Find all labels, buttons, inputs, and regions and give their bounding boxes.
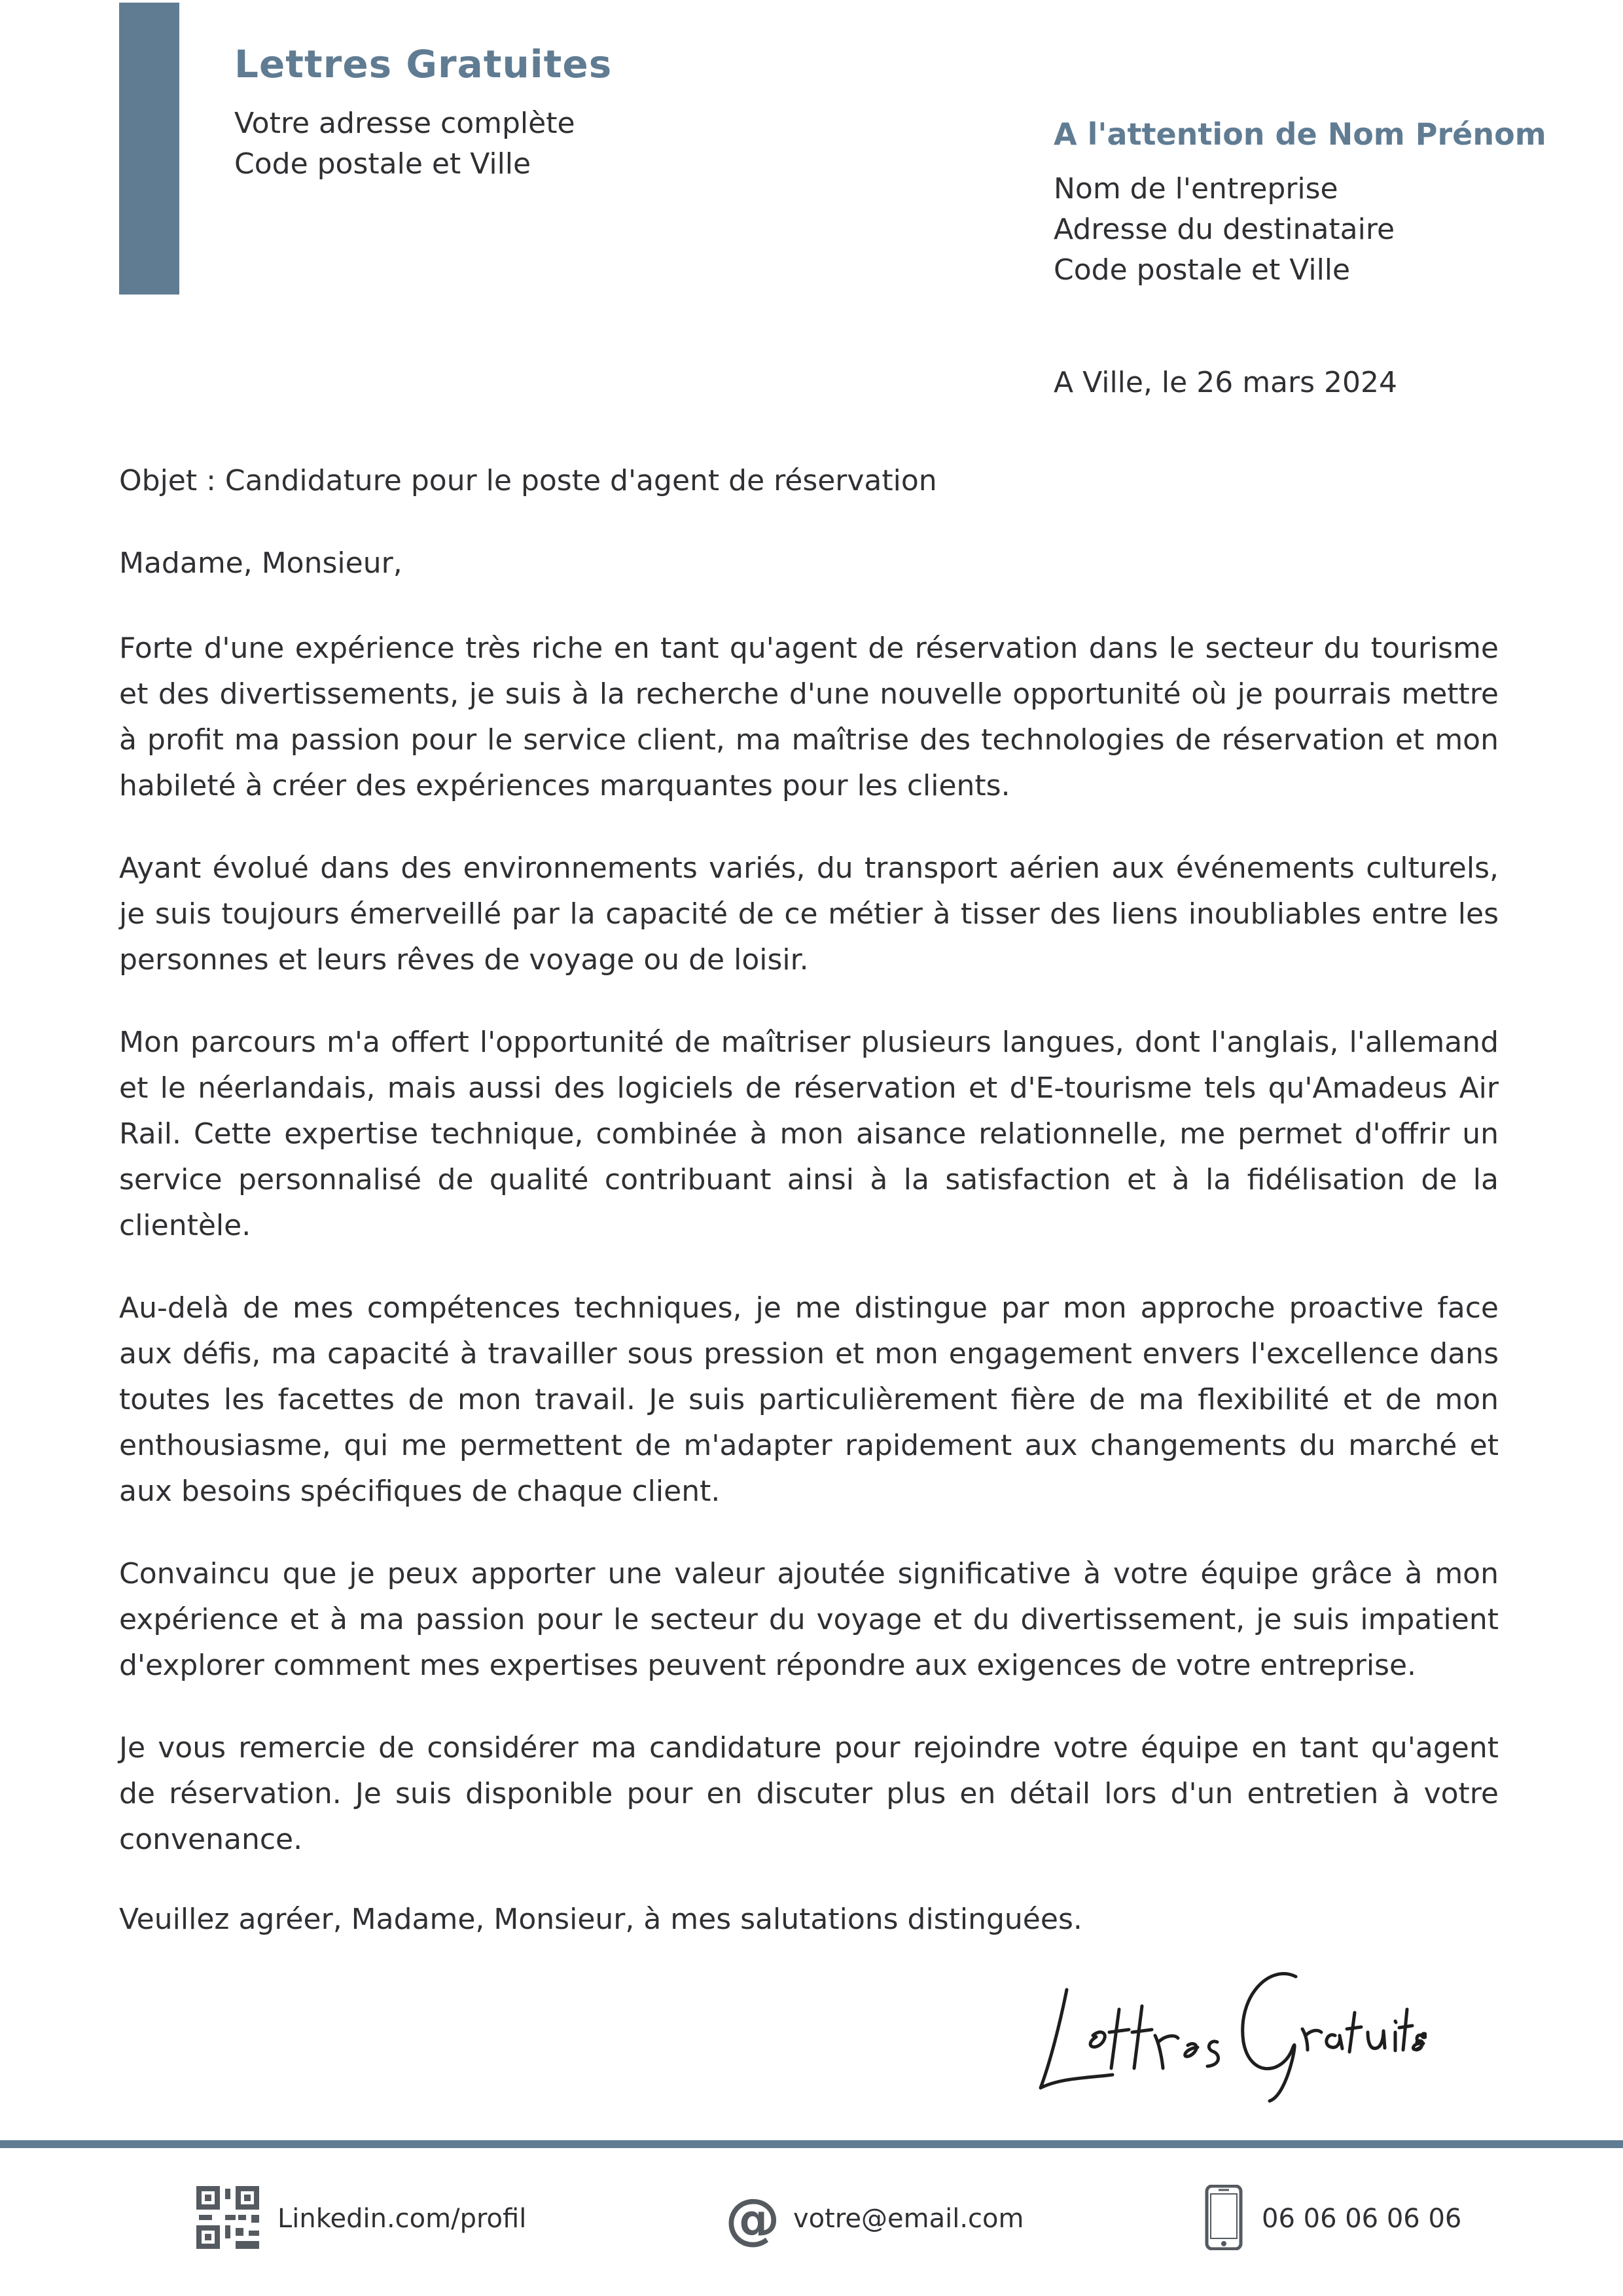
- footer-divider: [0, 2140, 1623, 2148]
- at-sign-icon: @: [725, 2187, 780, 2251]
- email-text: votre@email.com: [793, 2204, 1024, 2234]
- handwritten-signature: [1021, 1937, 1427, 2108]
- letter-subject: Objet : Candidature pour le poste d'agent de réservation: [119, 464, 937, 497]
- signature-graphic: [1021, 1937, 1427, 2108]
- phone-icon: [1204, 2185, 1243, 2253]
- recipient-address: Adresse du destinataire: [1054, 213, 1395, 246]
- paragraph-2: Ayant évolué dans des environnements variés, du transport aérien aux événements culturels, je suis toujours émerveillé par la capacité de ce métier à tisser des liens inoubliables entre les personnes et leurs rêves de voyage ou de loisir.: [119, 852, 1499, 977]
- letter-date: A Ville, le 26 mars 2024: [1054, 366, 1397, 399]
- qr-code-icon: [196, 2186, 259, 2251]
- paragraph-4: Au-delà de mes compétences techniques, je me distingue par mon approche proactive face aux défis, ma capacité à travailler sous pression et mon engagement envers l'excellence dans toutes les facettes de mon travail. Je suis particulièrement fière de ma flexibilité et de mon enthousiasme, qui me permettent de m'adapter rapidement aux changements du marché et aux besoins spécifiques de chaque client.: [119, 1291, 1499, 1508]
- recipient-attention: A l'attention de Nom Prénom: [1054, 117, 1546, 152]
- footer: [0, 2179, 1623, 2258]
- sender-name: Lettres Gratuites: [234, 42, 613, 86]
- paragraph-6: Je vous remercie de considérer ma candidature pour rejoindre votre équipe en tant qu'agent de réservation. Je suis disponible pour en discuter plus en détail lors d'un entretien à votre convenance.: [119, 1731, 1499, 1856]
- sender-block: [234, 38, 612, 185]
- footer-phone[interactable]: [1204, 2179, 1461, 2258]
- letter-body: [119, 461, 1499, 1982]
- recipient-block: [1054, 113, 1546, 291]
- phone-text: 06 06 06 06 06: [1262, 2204, 1462, 2234]
- recipient-city: Code postale et Ville: [1054, 253, 1351, 287]
- accent-bar: [119, 3, 179, 295]
- paragraph-3: Mon parcours m'a offert l'opportunité de maîtriser plusieurs langues, dont l'anglais, l'allemand et le néerlandais, mais aussi des logiciels de réservation et d'E-tourisme tels qu'Amadeus Air Rail. Cette expertise technique, combinée à mon aisance relationnelle, me permet d'offrir un service personnalisé de qualité contribuant ainsi à la satisfaction et à la fidélisation de la clientèle.: [119, 1026, 1499, 1242]
- letter-closing: Veuillez agréer, Madame, Monsieur, à mes salutations distinguées.: [119, 1903, 1082, 1936]
- sender-address-line2: Code postale et Ville: [234, 147, 531, 181]
- recipient-company: Nom de l'entreprise: [1054, 172, 1338, 206]
- footer-linkedin[interactable]: [196, 2179, 526, 2258]
- paragraph-5: Convaincu que je peux apporter une valeur ajoutée significative à votre équipe grâce à mon expérience et à ma passion pour le secteur du voyage et du divertissement, je suis impatient d'explorer comment mes expertises peuvent répondre aux exigences de votre entreprise.: [119, 1557, 1499, 1682]
- footer-email[interactable]: [725, 2179, 1024, 2258]
- letter-greeting: Madame, Monsieur,: [119, 547, 402, 580]
- paragraph-1: Forte d'une expérience très riche en tant qu'agent de réservation dans le secteur du tourisme et des divertissements, je suis à la recherche d'une nouvelle opportunité où je pourrais mettre à profit ma passion pour le service client, ma maîtrise des technologies de réservation et mon habileté à créer des expériences marquantes pour les clients.: [119, 632, 1499, 802]
- linkedin-text: Linkedin.com/profil: [277, 2204, 527, 2234]
- sender-address-line1: Votre adresse complète: [234, 107, 575, 140]
